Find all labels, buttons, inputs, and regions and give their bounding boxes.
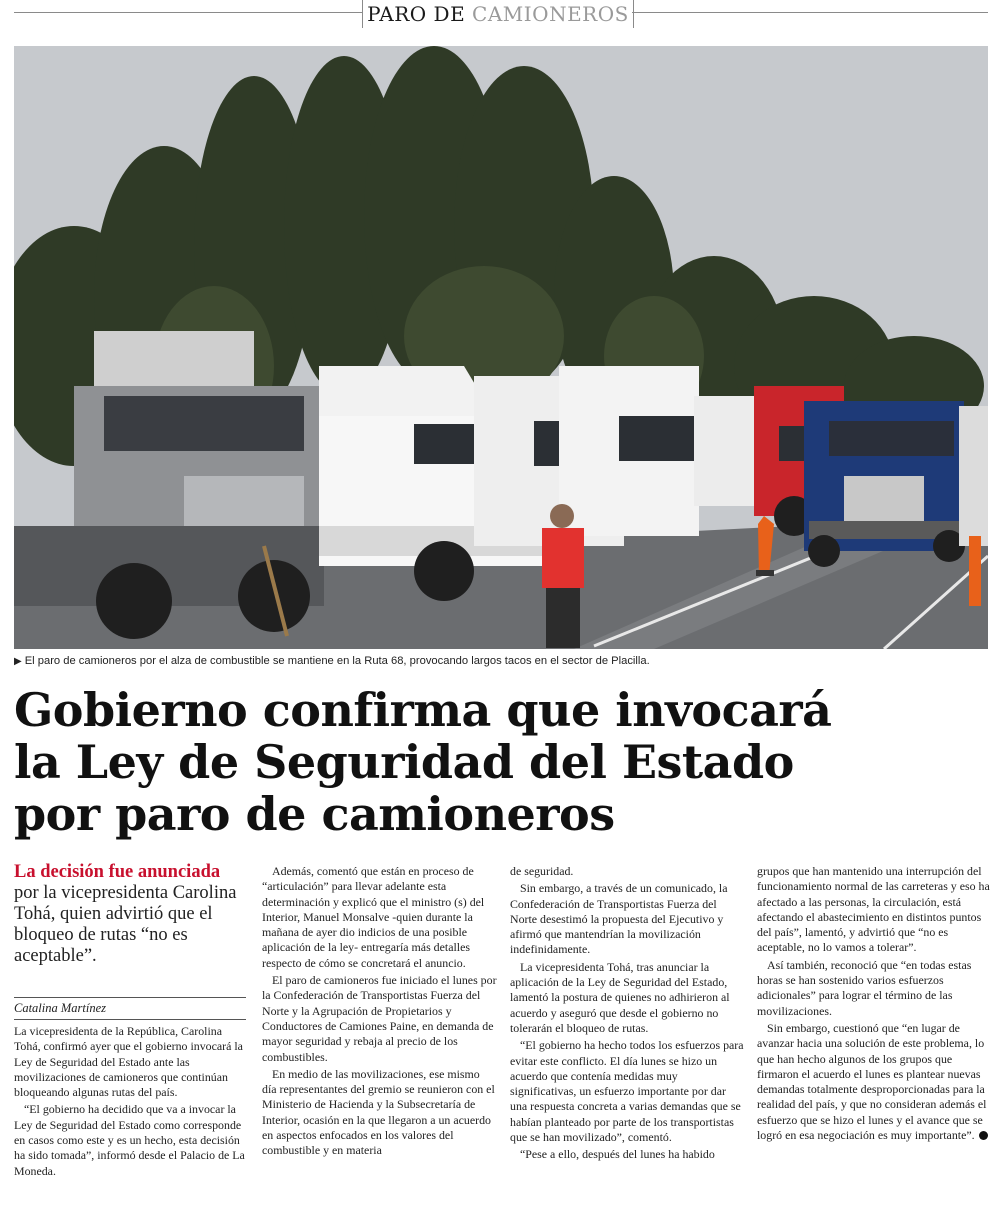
headline-line-1: Gobierno confirma que invocará xyxy=(14,683,832,737)
trucks-on-highway-illustration xyxy=(14,46,988,649)
byline-rule-top xyxy=(14,997,246,998)
paragraph: “Pese a ello, después del lunes ha habido xyxy=(520,1147,715,1162)
lead-text: por la vicepresidenta Carolina Tohá, quien advirtió que el bloqueo de rutas “no es aceptable”. xyxy=(14,883,237,966)
byline: Catalina Martínez xyxy=(14,1001,107,1015)
paragraph: La vicepresidenta de la República, Carolina Tohá, confirmó ayer que el gobierno invocará la Ley de Seguridad del Estado ante las movilizaciones de camioneros que continúan bloqueando algunas rutas del país. xyxy=(14,1024,243,1100)
section-rule-right xyxy=(632,12,988,13)
paragraph: Sin embargo, a través de un comunicado, la Confederación de Transportistas Fuerza del Norte desestimó la propuesta del Ejecutivo y afirmó que mantendrían la movilización indefinidamente. xyxy=(510,881,728,957)
end-of-article-icon xyxy=(979,1131,988,1140)
photo-caption xyxy=(14,655,988,667)
paragraph-text: Sin embargo, cuestionó que “en lugar de avanzar hacia una solución de este problema, lo que han hecho algunos de los grupos que firmaron el acuerdo el lunes es plantear nuevas demandas totalmente desproporcionadas para la realidad del país, y que no consideran además el esfuerzo que se hizo el lunes y el avance que se logró en esa negociación es muy importante”. xyxy=(757,1020,987,1143)
paragraph: En medio de las movilizaciones, ese mismo día representantes del gremio se reunieron con el Ministerio de Hacienda y la Subsecretaría de Interior, ocasión en la que llegaron a un acuerdo en aspectos enfocados en los valores del combustible y en materia xyxy=(262,1066,495,1158)
section-label-part1: PARO DE xyxy=(367,2,473,26)
paragraph: La vicepresidenta Tohá, tras anunciar la aplicación de la Ley de Seguridad del Estado, lamentó la postura de quienes no adhirieron al acuerdo y aseguró que desde el gobierno no tolerarán el bloqueo de rutas. xyxy=(510,959,730,1035)
headline-line-3: por paro de camioneros xyxy=(14,787,615,841)
body-column-3 xyxy=(510,864,745,1165)
paragraph: El paro de camioneros fue iniciado el lunes por la Confederación de Transportistas Fuerza del Norte y la Agrupación de Propietarios y Conductores de Camiones Paine, en demanda de mayor seguridad y rebaja al precio de los combustibles. xyxy=(262,973,497,1064)
photo-caption-text: El paro de camioneros por el alza de combustible se mantiene en la Ruta 68, provocando largos tacos en el sector de Placilla. xyxy=(24,655,650,667)
paragraph xyxy=(757,1021,990,1143)
paragraph: grupos que han mantenido una interrupción del funcionamiento normal de las carreteras y eso ha afectado a las personas, la circulación, está afectando el abastecimiento en distintos puntos del país”, lamentó, y advirtió que “no es aceptable, no lo vamos a tolerar”. xyxy=(757,864,990,955)
section-label-part2: CAMIONEROS xyxy=(472,2,629,26)
caption-marker-icon: ▶ xyxy=(14,656,22,667)
paragraph: “El gobierno ha decidido que va a invocar la Ley de Seguridad del Estado como corresponde en casos como este y es un hecho, esta decisión ha sido tomada”, informó desde el Palacio de La Moneda. xyxy=(14,1102,245,1178)
article-headline xyxy=(14,684,994,840)
body-column-2 xyxy=(262,864,497,1161)
paragraph: “El gobierno ha hecho todos los esfuerzos para evitar este conflicto. El día lunes se hizo un acuerdo que contenía medidas muy significativas, un esfuerzo importante por dar una respuesta concreta a varias demandas que se habían planteado por parte de los transportistas que se han movilizado”, comentó. xyxy=(510,1038,744,1145)
body-column-4 xyxy=(757,864,990,1145)
section-label xyxy=(362,0,634,28)
news-photo xyxy=(14,46,988,649)
article-lead xyxy=(14,862,246,967)
section-rule-left xyxy=(14,12,362,13)
paragraph: Además, comentó que están en proceso de “articulación” para llevar adelante esta determinación y explicó que el ministro (s) del Interior, Manuel Monsalve -quien durante la mañana de ayer dio indicios de una posible aplicación de la ley- entregaría más detalles respecto de cómo se concretará el anuncio. xyxy=(262,864,485,970)
paragraph: Así también, reconoció que “en todas estas horas se han sostenido varios esfuerzos adicionales” para lograr el término de las movilizaciones. xyxy=(757,957,972,1018)
paragraph: de seguridad. xyxy=(510,864,574,878)
headline-line-2: la Ley de Seguridad del Estado xyxy=(14,735,794,789)
body-column-1 xyxy=(14,1024,247,1181)
lead-highlight: La decisión fue anunciada xyxy=(14,862,221,882)
byline-rule-bottom xyxy=(14,1019,246,1020)
